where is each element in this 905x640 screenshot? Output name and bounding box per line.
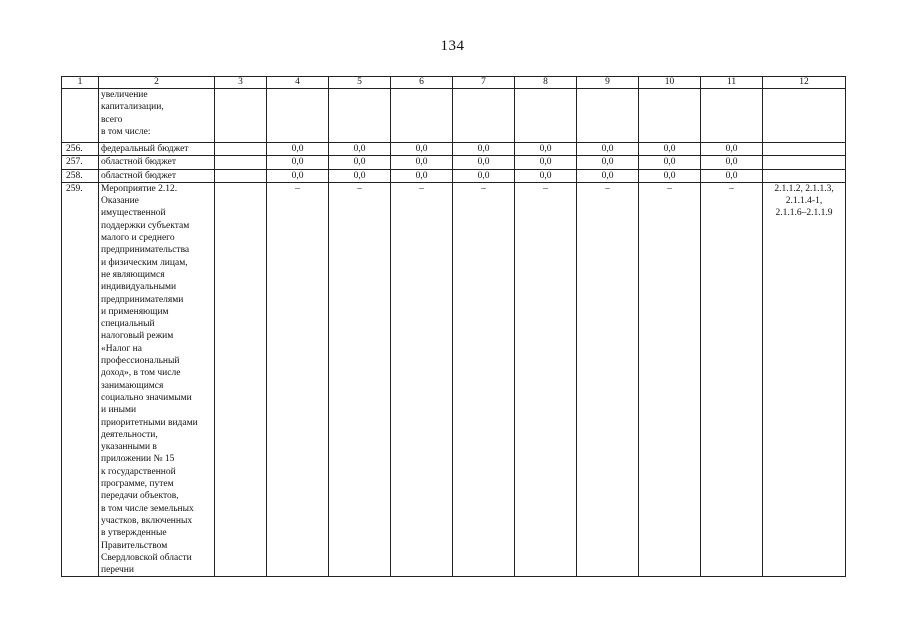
column-header: 10 (639, 77, 701, 89)
value-cell: 0,0 (329, 143, 391, 156)
value-cell (763, 89, 846, 143)
value-cell: – (453, 182, 515, 577)
target-cell (763, 182, 846, 577)
value-cell: 0,0 (701, 143, 763, 156)
row-name-cell: областной бюджет (99, 169, 215, 182)
table-header-row (62, 77, 846, 89)
value-cell: – (639, 182, 701, 577)
table-row (62, 89, 846, 143)
value-cell (391, 89, 453, 143)
column-header: 4 (267, 77, 329, 89)
value-cell: 0,0 (577, 156, 639, 169)
value-cell (639, 89, 701, 143)
row-number-cell: 258. (62, 169, 99, 182)
column-header: 9 (577, 77, 639, 89)
value-cell: 0,0 (639, 169, 701, 182)
target-cell (763, 143, 846, 156)
column-header: 5 (329, 77, 391, 89)
value-cell (701, 89, 763, 143)
row-name-line: перечни (101, 565, 134, 576)
row-name-line: доход», в том числе (101, 368, 181, 379)
value-cell: 0,0 (267, 156, 329, 169)
row-name-line: предпринимателями (101, 294, 184, 305)
row-name-line: и иными (101, 405, 137, 416)
target-cell (763, 169, 846, 182)
row-name-line: деятельности, (101, 429, 158, 440)
value-cell: 0,0 (453, 143, 515, 156)
row-name-line: не являющимся (101, 269, 165, 280)
value-cell: 0,0 (453, 169, 515, 182)
row-name-line: капитализации, (101, 102, 164, 113)
value-cell: – (515, 182, 577, 577)
row-name-line: приложении № 15 (101, 454, 175, 465)
value-cell: 0,0 (391, 143, 453, 156)
value-cell: 0,0 (391, 169, 453, 182)
row-name-cell: областной бюджет (99, 156, 215, 169)
value-cell: 0,0 (267, 143, 329, 156)
row-name-line: в утвержденные (101, 528, 167, 539)
value-cell: 0,0 (267, 169, 329, 182)
row-name-line: индивидуальными (101, 282, 177, 293)
value-cell: 0,0 (639, 143, 701, 156)
value-cell: – (267, 182, 329, 577)
target-cell (763, 156, 846, 169)
row-name-line: и физическим лицам, (101, 257, 188, 268)
row-name-line: Правительством (101, 540, 168, 551)
column-header: 7 (453, 77, 515, 89)
row-number-cell (62, 89, 99, 143)
value-cell: – (701, 182, 763, 577)
row-name-line: в том числе земельных (101, 503, 194, 514)
row-name-line: поддержки субъектам (101, 220, 190, 231)
value-cell: 0,0 (329, 156, 391, 169)
value-cell (577, 89, 639, 143)
value-cell: – (577, 182, 639, 577)
value-cell: 0,0 (515, 169, 577, 182)
value-cell (453, 89, 515, 143)
row-name-line: в том числе: (101, 126, 151, 137)
value-cell: 0,0 (639, 156, 701, 169)
target-line: 2.1.1.4-1, (785, 195, 823, 206)
column-header: 6 (391, 77, 453, 89)
value-cell: 0,0 (515, 143, 577, 156)
page-number: 134 (440, 38, 465, 54)
row-name-line: к государственной (101, 466, 176, 477)
row-name-line: и применяющим (101, 306, 169, 317)
table-row (62, 156, 846, 169)
row-name-line: специальный (101, 319, 155, 330)
row-name-line: передачи объектов, (101, 491, 179, 502)
target-line: 2.1.1.6–2.1.1.9 (775, 207, 833, 218)
row-name-line: приоритетными видами (101, 417, 198, 428)
row-name-line: Свердловской области (101, 552, 192, 563)
table-row (62, 169, 846, 182)
row-name-line: указанными в (101, 442, 157, 453)
row-name-cell: федеральный бюджет (99, 143, 215, 156)
row-name-line: имущественной (101, 208, 166, 219)
row-name-line: налоговый режим (101, 331, 174, 342)
value-cell (215, 169, 267, 182)
value-cell (215, 143, 267, 156)
row-name-line: социально значимыми (101, 392, 192, 403)
row-name-line: профессиональный (101, 356, 180, 367)
value-cell (215, 156, 267, 169)
row-name-line: увеличение (101, 90, 148, 100)
row-name-line: всего (101, 114, 123, 125)
row-number-cell: 259. (62, 182, 99, 577)
column-header: 8 (515, 77, 577, 89)
row-name-cell (99, 182, 215, 577)
value-cell (267, 89, 329, 143)
row-name-cell (99, 89, 215, 143)
row-number-cell: 257. (62, 156, 99, 169)
value-cell (515, 89, 577, 143)
row-name-line: занимающимся (101, 380, 164, 391)
value-cell: 0,0 (515, 156, 577, 169)
value-cell: 0,0 (701, 156, 763, 169)
row-name-line: предпринимательства (101, 245, 190, 256)
row-name-line: Мероприятие 2.12. (101, 183, 178, 194)
value-cell: – (391, 182, 453, 577)
value-cell: 0,0 (701, 169, 763, 182)
value-cell: 0,0 (329, 169, 391, 182)
column-header: 12 (763, 77, 846, 89)
value-cell: 0,0 (577, 143, 639, 156)
table-row (62, 143, 846, 156)
column-header: 3 (215, 77, 267, 89)
row-name-line: Оказание (101, 196, 139, 207)
column-header: 2 (99, 77, 215, 89)
value-cell: – (329, 182, 391, 577)
value-cell: 0,0 (577, 169, 639, 182)
row-number-cell: 256. (62, 143, 99, 156)
value-cell: 0,0 (391, 156, 453, 169)
column-header: 1 (62, 77, 99, 89)
row-name-line: «Налог на (101, 343, 142, 354)
row-name-line: малого и среднего (101, 233, 175, 244)
table-row (62, 182, 846, 577)
value-cell (215, 182, 267, 577)
value-cell (329, 89, 391, 143)
program-table (61, 76, 846, 577)
value-cell: 0,0 (453, 156, 515, 169)
value-cell (215, 89, 267, 143)
row-name-line: участков, включенных (101, 515, 193, 526)
target-line: 2.1.1.2, 2.1.1.3, (774, 183, 834, 194)
row-name-line: программе, путем (101, 479, 174, 490)
column-header: 11 (701, 77, 763, 89)
